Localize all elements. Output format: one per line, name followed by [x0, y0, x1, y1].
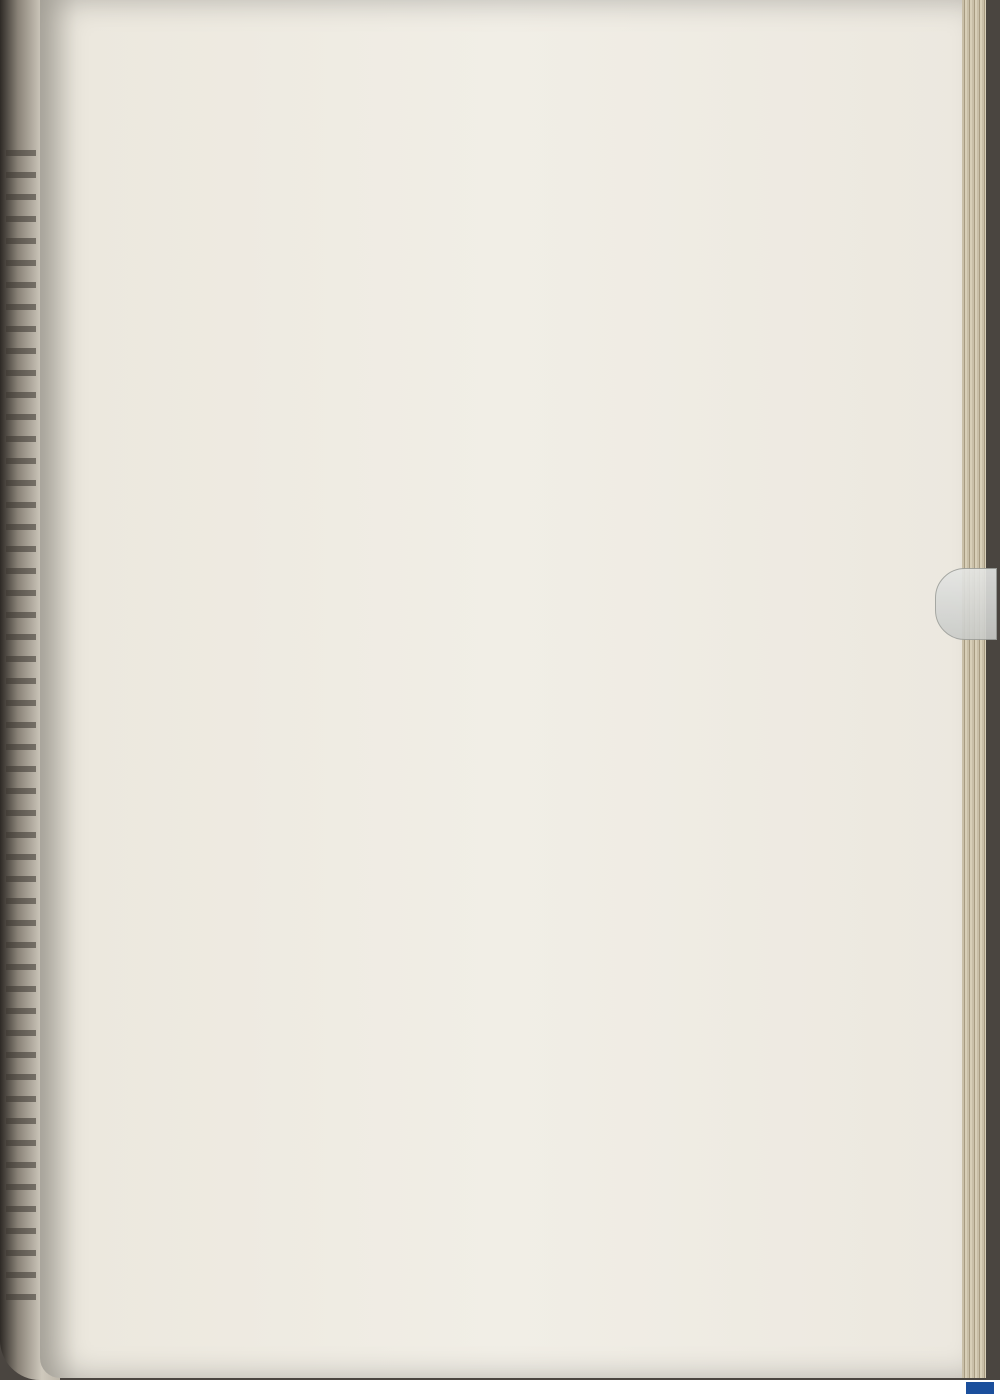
dfg-logo [966, 1382, 994, 1394]
adjacent-page-text-sliver [6, 150, 36, 1300]
digitization-footer [0, 1380, 1000, 1397]
book-page [40, 0, 965, 1378]
book-fore-edge [962, 0, 986, 1378]
page-holder-clip [935, 568, 997, 640]
